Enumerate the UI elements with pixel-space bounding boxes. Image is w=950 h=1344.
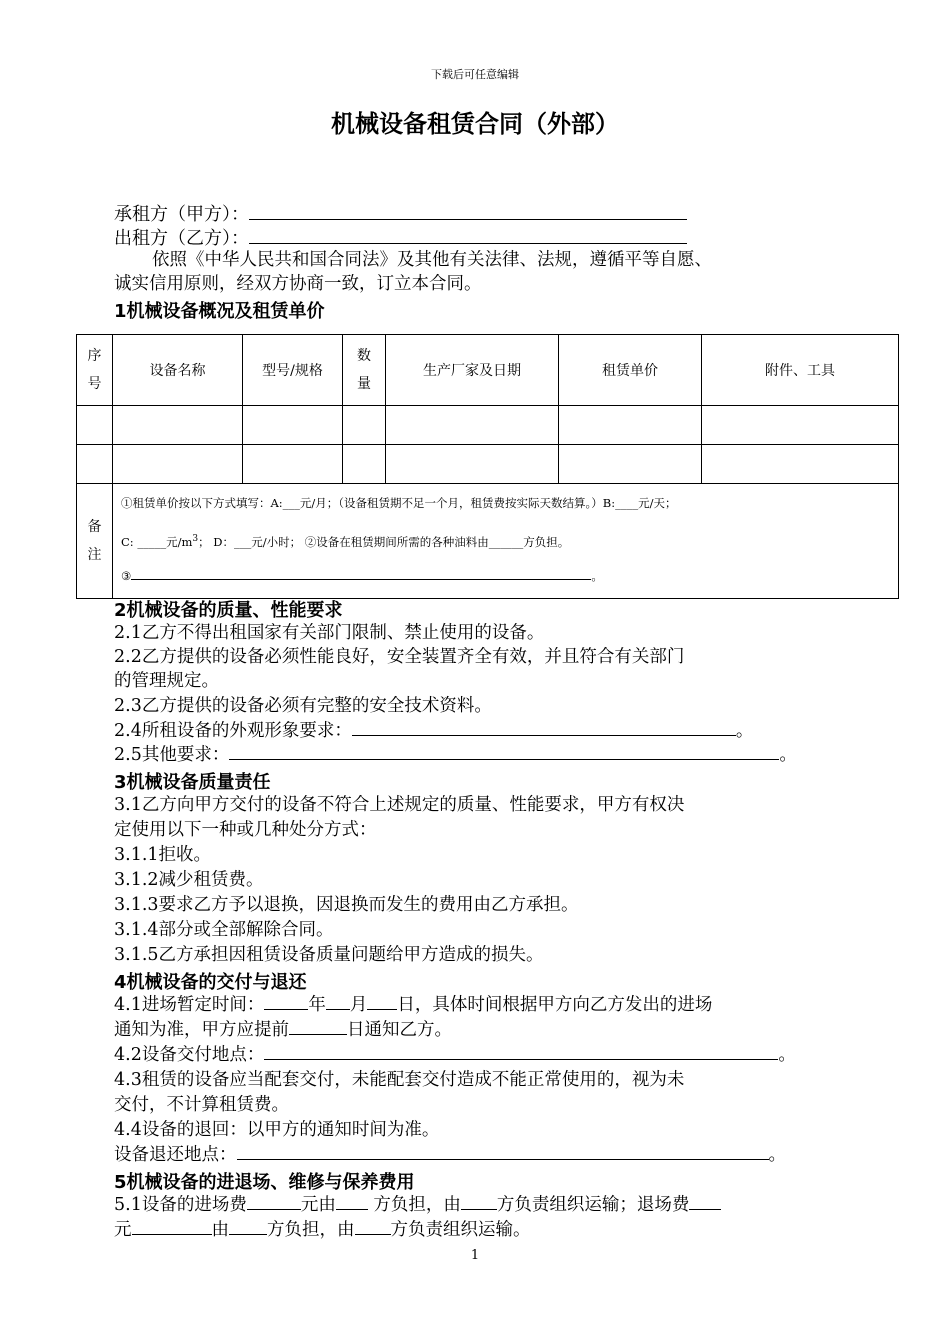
clause-3-1-3: 3.1.3要求乙方予以退换，因退换而发生的费用由乙方承担。 <box>114 895 579 915</box>
clause-4-2: 4.2设备交付地点： 。 <box>114 1045 796 1065</box>
table-cell[interactable] <box>343 406 386 445</box>
col-header-quantity: 数量 <box>343 335 386 406</box>
clause-4-3-line-2: 交付，不计算租赁费。 <box>114 1095 289 1115</box>
remark-row <box>77 484 899 599</box>
clause-2-3: 2.3乙方提供的设备必须有完整的安全技术资料。 <box>114 696 492 716</box>
party-a-label: 承租方（甲方）： <box>114 204 249 225</box>
clause-5-1-line-1: 5.1设备的进场费 元由 方负担，由 方负责组织运输；退场费 <box>114 1193 721 1217</box>
table-cell[interactable] <box>243 406 343 445</box>
party-b-field[interactable] <box>249 225 687 244</box>
clause-5-1-line-2: 元 由 方负担，由 方负责组织运输。 <box>114 1220 531 1240</box>
section-2-heading: 2机械设备的质量、性能要求 <box>114 600 343 621</box>
party-b-line <box>114 224 687 250</box>
table-cell[interactable] <box>559 445 702 484</box>
notice-days-field[interactable] <box>289 1018 347 1035</box>
col-header-accessories: 附件、工具 <box>702 335 899 406</box>
exit-fee-payer-field[interactable] <box>229 1218 267 1235</box>
party-a-field[interactable] <box>249 201 687 220</box>
remark-label: 备注 <box>77 484 113 599</box>
col-header-unit-price: 租赁单价 <box>559 335 702 406</box>
remark-line-2: C: _____元$/m^3$； D：___元/小时； ②设备在租赁期间所需的各种油料由______方负担。 <box>121 534 570 549</box>
table-cell[interactable] <box>343 445 386 484</box>
clause-3-1-4: 3.1.4部分或全部解除合同。 <box>114 920 334 940</box>
party-b-label: 出租方（乙方）： <box>114 228 249 249</box>
entry-transport-party-field[interactable] <box>461 1193 497 1210</box>
table-row <box>77 445 899 484</box>
remark-line-3: ③ 。 <box>121 565 898 585</box>
entry-month-field[interactable] <box>326 993 350 1010</box>
clause-3-1-line-2: 定使用以下一种或几种处分方式： <box>114 820 377 840</box>
table-cell[interactable] <box>113 445 243 484</box>
delivery-location-field[interactable] <box>264 1043 778 1060</box>
table-cell[interactable] <box>243 445 343 484</box>
entry-fee-payer-field[interactable] <box>336 1193 368 1210</box>
col-header-model: 型号/规格 <box>243 335 343 406</box>
table-header-row <box>77 335 899 406</box>
table-cell[interactable] <box>702 445 899 484</box>
clause-4-1-line-2: 通知为准，甲方应提前 日通知乙方。 <box>114 1020 452 1040</box>
return-location-line: 设备退还地点： 。 <box>114 1145 786 1165</box>
document-title: 机械设备租赁合同（外部） <box>331 110 619 138</box>
section-4-heading: 4机械设备的交付与退还 <box>114 972 307 993</box>
other-requirement-field[interactable] <box>229 743 779 760</box>
return-location-field[interactable] <box>237 1143 769 1160</box>
section-5-heading: 5机械设备的进退场、维修与保养费用 <box>114 1172 415 1193</box>
clause-3-1-2: 3.1.2减少租赁费。 <box>114 870 264 890</box>
clause-3-1-1: 3.1.1拒收。 <box>114 845 212 865</box>
table-cell[interactable] <box>77 445 113 484</box>
clause-2-2-line-2: 的管理规定。 <box>114 671 219 691</box>
entry-fee-field[interactable] <box>247 1193 301 1210</box>
clause-4-4: 4.4设备的退回：以甲方的通知时间为准。 <box>114 1120 440 1140</box>
remark-content <box>113 484 899 599</box>
clause-3-1-5: 3.1.5乙方承担因租赁设备质量问题给甲方造成的损失。 <box>114 945 544 965</box>
clause-2-1: 2.1乙方不得出租国家有关部门限制、禁止使用的设备。 <box>114 623 545 643</box>
table-cell[interactable] <box>559 406 702 445</box>
table-cell[interactable] <box>702 406 899 445</box>
clause-4-1-line-1: 4.1进场暂定时间： 年 月 日，具体时间根据甲方向乙方发出的进场 <box>114 995 713 1015</box>
equipment-table <box>76 334 899 599</box>
col-header-equipment-name: 设备名称 <box>113 335 243 406</box>
header-note: 下载后可任意编辑 <box>431 68 519 81</box>
page-number: 1 <box>470 1248 480 1263</box>
section-1-heading: 1机械设备概况及租赁单价 <box>114 301 325 322</box>
clause-2-4: 2.4所租设备的外观形象要求： 。 <box>114 721 754 741</box>
intro-line-2: 诚实信用原则，经双方协商一致，订立本合同。 <box>114 274 482 294</box>
exit-fee-amount-field[interactable] <box>132 1218 212 1235</box>
clause-4-3-line-1: 4.3租赁的设备应当配套交付，未能配套交付造成不能正常使用的，视为未 <box>114 1070 685 1090</box>
table-cell[interactable] <box>386 445 559 484</box>
section-3-heading: 3机械设备质量责任 <box>114 772 271 793</box>
entry-year-field[interactable] <box>264 993 308 1010</box>
exit-transport-party-field[interactable] <box>355 1218 391 1235</box>
remark-line-1: ①租赁单价按以下方式填写：A:___元/月；（设备租赁期不足一个月，租赁费按实际天数结算。）B:____元/天； <box>121 496 677 510</box>
party-a-line <box>114 200 687 226</box>
col-header-serial: 序号 <box>77 335 113 406</box>
clause-2-5: 2.5其他要求： 。 <box>114 745 797 765</box>
table-cell[interactable] <box>113 406 243 445</box>
remark-blank-field[interactable] <box>131 565 591 580</box>
exit-fee-field[interactable] <box>689 1193 721 1210</box>
col-header-manufacturer: 生产厂家及日期 <box>386 335 559 406</box>
clause-3-1-line-1: 3.1乙方向甲方交付的设备不符合上述规定的质量、性能要求，甲方有权决 <box>114 795 685 815</box>
table-cell[interactable] <box>386 406 559 445</box>
table-row <box>77 406 899 445</box>
entry-day-field[interactable] <box>367 993 397 1010</box>
table-cell[interactable] <box>77 406 113 445</box>
intro-line-1: 依照《中华人民共和国合同法》及其他有关法律、法规，遵循平等自愿、 <box>152 250 712 270</box>
appearance-requirement-field[interactable] <box>352 719 736 736</box>
clause-2-2-line-1: 2.2乙方提供的设备必须性能良好，安全装置齐全有效，并且符合有关部门 <box>114 647 685 667</box>
